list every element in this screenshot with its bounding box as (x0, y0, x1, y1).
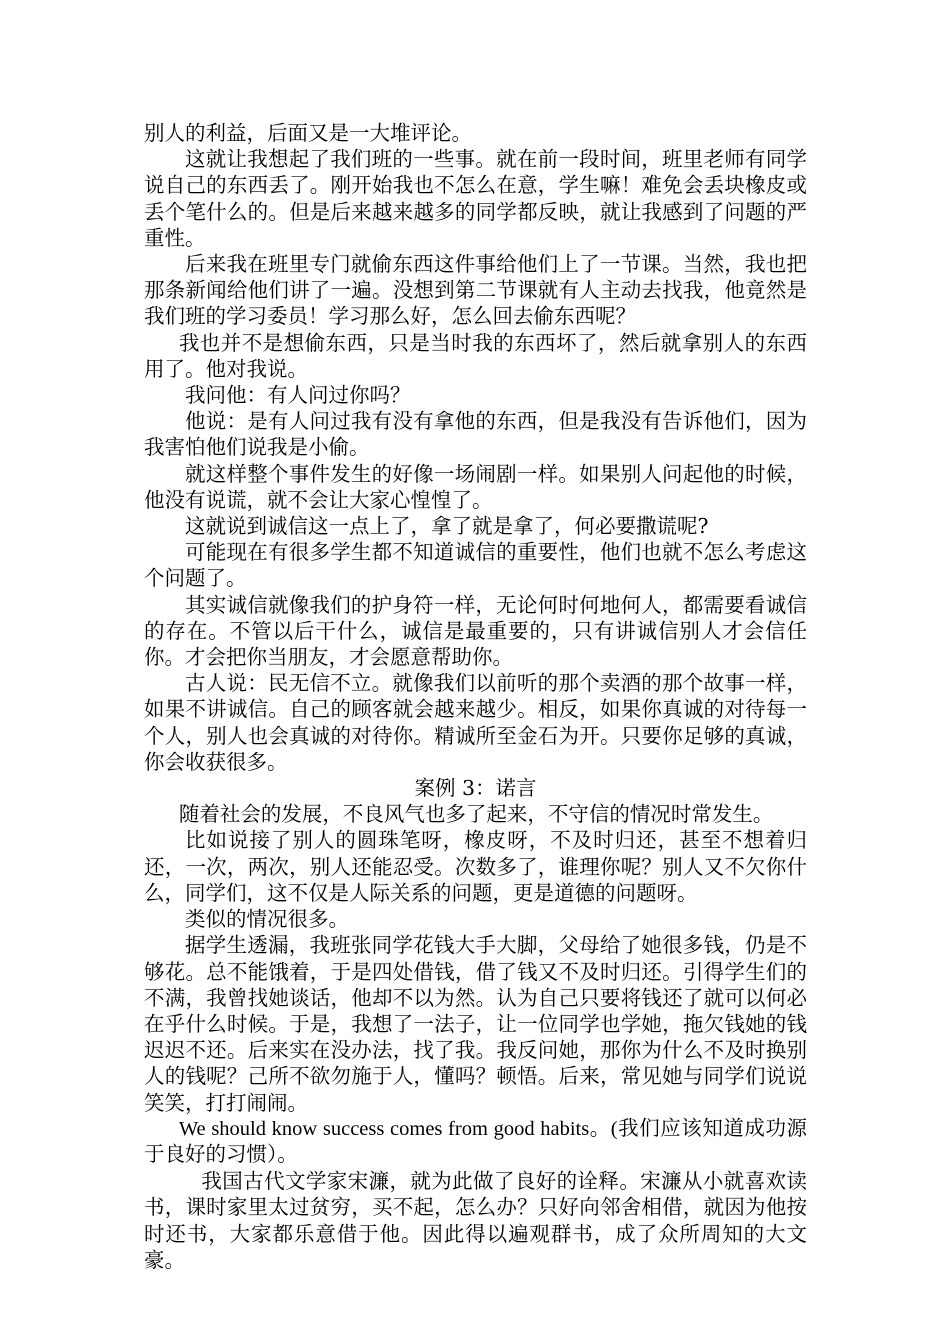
paragraph-11: 古人说：民无信不立。就像我们以前听的那个卖酒的那个故事一样，如果不讲诚信。自己的顾客就会越来越少。相反，如果你真诚的对待每一个人，别人也会真诚的对待你。精诚所至金石为开。只要你足够的真诚，你会收获很多。 (144, 671, 807, 774)
paragraph-2: 这就让我想起了我们班的一些事。就在前一段时间，班里老师有同学说自己的东西丢了。刚开始我也不怎么在意，学生嘛！难免会丢块橡皮或丢个笔什么的。但是后来越来越多的同学都反映，就让我感到了问题的严重性。 (144, 147, 807, 250)
paragraph-8: 这就说到诚信这一点上了，拿了就是拿了，何必要撒谎呢? (185, 514, 709, 539)
paragraph-9: 可能现在有很多学生都不知道诚信的重要性，他们也就不怎么考虑这个问题了。 (144, 540, 807, 591)
paragraph-6: 他说：是有人问过我有没有拿他的东西，但是我没有告诉他们，因为我害怕他们说我是小偷。 (144, 409, 807, 460)
paragraph-3: 后来我在班里专门就偷东西这件事给他们上了一节课。当然，我也把那条新闻给他们讲了一遍。没想到第二节课就有人主动去找我，他竟然是我们班的学习委员！学习那么好，怎么回去偷东西呢？ (144, 252, 807, 329)
paragraph-10: 其实诚信就像我们的护身符一样，无论何时何地何人，都需要看诚信的存在。不管以后干什么，诚信是最重要的，只有讲诚信别人才会信任你。才会把你当朋友，才会愿意帮助你。 (144, 592, 807, 670)
paragraph-1: 别人的利益，后面又是一大堆评论。 (144, 121, 472, 145)
paragraph-17: 我国古代文学家宋濂，就为此做了良好的诠释。宋濂从小就喜欢读书，课时家里太过贫穷，买不起，怎么办？只好向邻舍相借，就因为他按时还书，大家都乐意借于他。因此得以遍观群书，成了众所周知的大文豪。 (144, 1169, 807, 1272)
document-page (144, 120, 807, 1273)
paragraph-14: 类似的情况很多。 (185, 907, 349, 932)
section-heading: 案例 3：诺言 (414, 776, 537, 801)
paragraph-16: We should know success comes from good habits。(我们应该知道成功源于良好的习惯）。 (144, 1117, 807, 1166)
paragraph-15: 据学生透漏，我班张同学花钱大手大脚，父母给了她很多钱，仍是不够花。总不能饿着，于是四处借钱，借了钱又不及时归还。引得学生们的不满，我曾找她谈话，他却不以为然。认为自己只要将钱还了就可以何必在乎什么时候。于是，我想了一法子，让一位同学也学她，拖欠钱她的钱迟迟不还。后来实在没办法，找了我。我反问她，那你为什么不及时换别人的钱呢？己所不欲勿施于人，懂吗？顿悟。后来，常见她与同学们说说笑笑，打打闹闹。 (144, 933, 807, 1115)
paragraph-4: 我也并不是想偷东西，只是当时我的东西坏了，然后就拿别人的东西用了。他对我说。 (144, 330, 807, 381)
paragraph-7: 就这样整个事件发生的好像一场闹剧一样。如果别人问起他的时候，他没有说谎，就不会让大家心惶惶了。 (144, 461, 807, 512)
paragraph-13: 比如说接了别人的圆珠笔呀，橡皮呀，不及时归还，甚至不想着归还，一次，两次，别人还能忍受。次数多了，谁理你呢？别人又不欠你什么，同学们，这不仅是人际关系的问题，更是道德的问题呀。 (144, 828, 807, 905)
paragraph-5: 我问他：有人问过你吗？ (185, 383, 411, 408)
paragraph-12: 随着社会的发展，不良风气也多了起来，不守信的情况时常发生。 (178, 802, 774, 827)
